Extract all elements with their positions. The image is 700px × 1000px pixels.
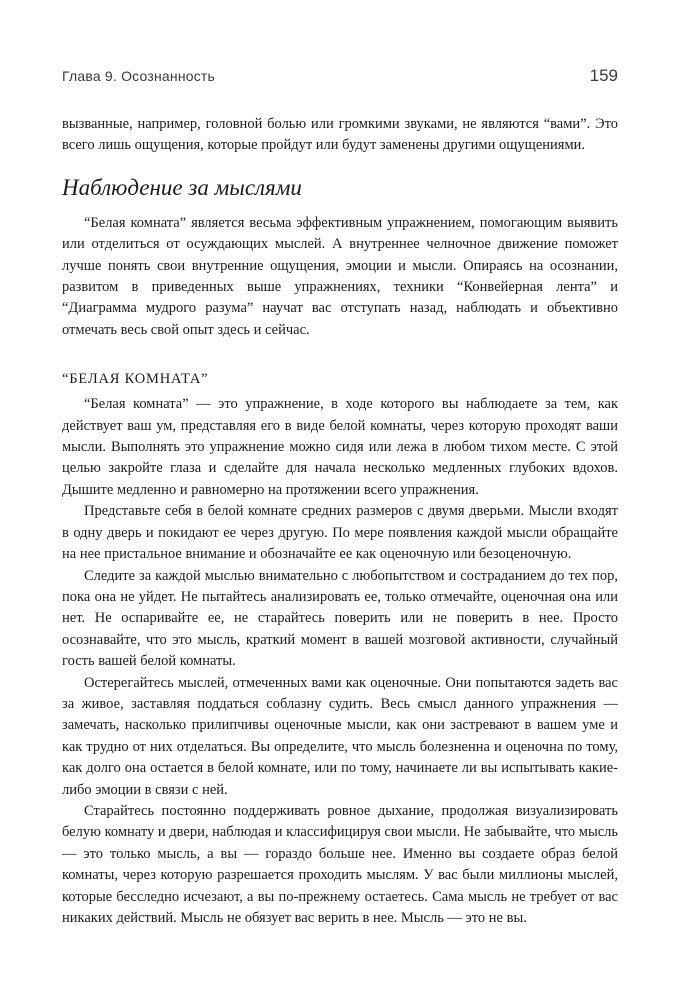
subsection-paragraph-5: Старайтесь постоянно поддерживать ровное дыхание, продолжая визуализировать белую комнату и двери, наблюдая и классифицируя свои мысли. Не забывайте, что мысль — это только мысль, а вы — гораздо больше нее. Именно вы создаете образ белой комнаты, через которую разрешается проходить мыслям. У вас были миллионы мыслей, которые бесследно исчезают, а вы по-прежнему остаетесь. Сама мысль не требует от вас никаких действий. Мысль не обязует вас верить в нее. Мысль — это не вы. [62, 802, 619, 926]
book-page [62, 66, 618, 929]
subsection-paragraph-2: Представьте себя в белой комнате средних размеров с двумя дверьми. Мысли входят в одну дверь и покидают ее через другую. По мере появления каждой мысли обращайте на нее пристальное внимание и обозначайте ее как оценочную или безоценочную. [62, 503, 618, 563]
running-header [62, 66, 618, 86]
subsection-paragraph-3: Следите за каждой мыслью внимательно с любопытством и состраданием до тех пор, пока она не уйдет. Не пытайтесь анализировать ее, только отмечайте, оценочная она или нет. Не оспаривайте ее, не старайтесь поверить или не поверить в нее. Просто осознавайте, что это мысль, краткий момент в вашей мозговой активности, случайный гость вашей белой комнаты. [62, 567, 618, 670]
subsection-paragraph-4: Остерегайтесь мыслей, отмеченных вами как оценочные. Они попытаются задеть вас за живое, заставляя поддаться соблазну судить. Весь смысл данного упражнения — замечать, насколько прилипчивы оценочные мысли, как они застревают в вашем уме и как трудно от них отделаться. Вы определите, что мысль болезненна и оценочна по тому, как долго она остается в белой комнате, или по тому, начинаете ли вы испытывать какие-либо эмоции в связи с ней. [62, 674, 618, 798]
page-number: 159 [589, 66, 618, 85]
subsection-paragraph-1: “Белая комната” — это упражнение, в ходе которого вы наблюдаете за тем, как действует ваш ум, представляя его в виде белой комнаты, через которую проходят ваши мысли. Выполнять это упражнение можно сидя или лежа в любом тихом месте. С этой целью закройте глаза и сделайте для начала несколько медленных глубоких вдохов. Дышите медленно и равномерно на протяжении всего упражнения. [62, 396, 618, 498]
chapter-title: Глава 9. Осознанность [62, 68, 216, 84]
intro-paragraph: вызванные, например, головной болью или громкими звуками, не являются “вами”. Это всего лишь ощущения, которые пройдут или будут заменены другими ощущениями. [62, 116, 618, 154]
section-paragraph: “Белая комната” является весьма эффективным упражнением, помогающим выявить или отделиться от осуждающих мыслей. А внутреннее челночное движение поможет лучше понять свои внутренние ощущения, эмоции и мысли. Опираясь на осознании, развитом в приведенных выше упражнениях, техники “Конвейерная лента” и “Диаграмма мудрого разума” научат вас отступать назад, наблюдать и объективно отмечать весь свой опыт здесь и сейчас. [62, 214, 618, 338]
subsection-heading: “БЕЛАЯ КОМНАТА” [62, 371, 209, 388]
section-heading: Наблюдение за мыслями [62, 174, 302, 200]
